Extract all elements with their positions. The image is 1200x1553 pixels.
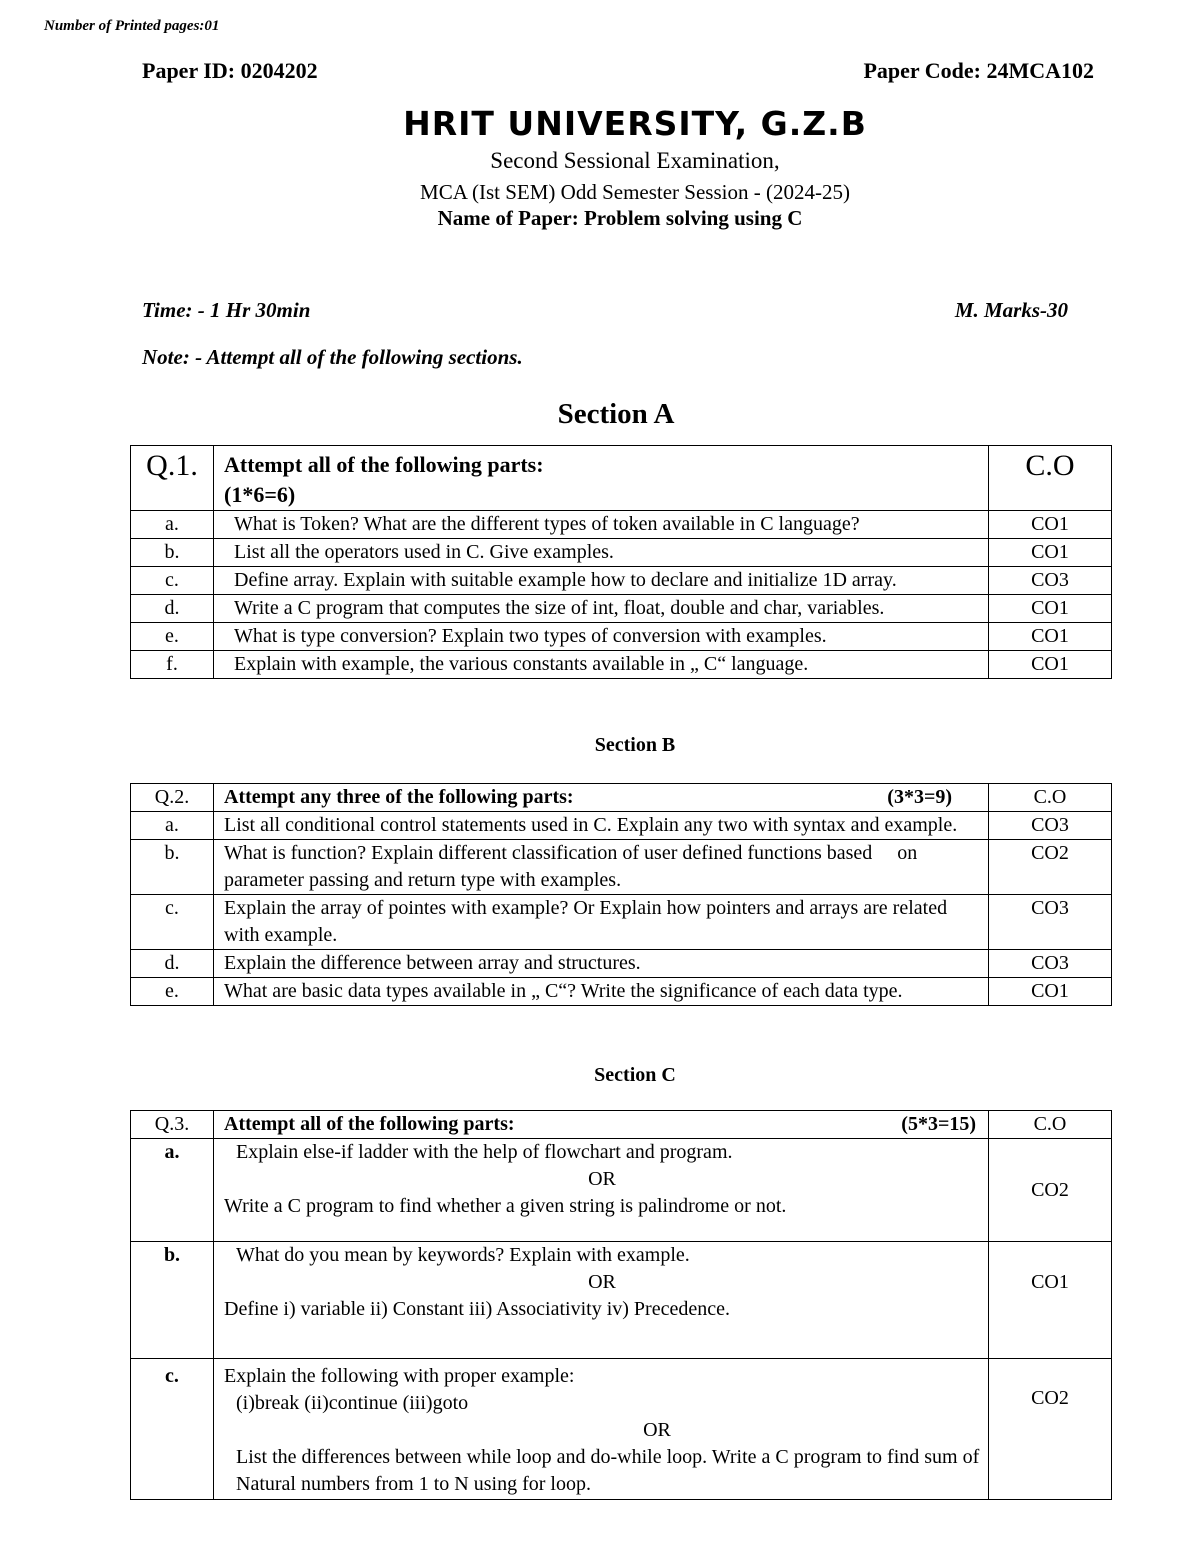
question-line: Define i) variable ii) Constant iii) Associativity iv) Precedence.	[224, 1298, 730, 1320]
co-value: CO3	[989, 567, 1112, 595]
question-label: Q.2.	[131, 784, 214, 812]
part-label: a.	[131, 511, 214, 539]
university-title: HRIT UNIVERSITY, G.Z.B	[403, 104, 867, 143]
instruction-text: Attempt all of the following parts:	[224, 452, 544, 477]
part-label: b.	[131, 539, 214, 567]
question-label: Q.3.	[131, 1111, 214, 1139]
table-row	[131, 950, 1112, 978]
question-line: Explain else-if ladder with the help of flowchart and program.	[236, 1141, 733, 1163]
question-text	[214, 1139, 989, 1242]
co-value: CO1	[989, 595, 1112, 623]
section-c-title: Section C	[594, 1064, 676, 1086]
co-value: CO3	[989, 895, 1112, 950]
part-label: d.	[131, 950, 214, 978]
co-header: C.O	[989, 1111, 1112, 1139]
co-value: CO2	[989, 840, 1112, 895]
table-row	[131, 840, 1112, 895]
part-label: a.	[131, 1139, 214, 1242]
co-value: CO1	[989, 1242, 1112, 1359]
part-label: c.	[131, 1359, 214, 1500]
printed-pages: Number of Printed pages:01	[44, 18, 220, 34]
table-row	[131, 567, 1112, 595]
co-value: CO1	[989, 511, 1112, 539]
co-value: CO2	[989, 1139, 1112, 1242]
question-line: Explain the following with proper example:	[224, 1365, 575, 1387]
section-b-title: Section B	[594, 734, 676, 756]
question-text: List all conditional control statements used in C. Explain any two with syntax and example.	[214, 812, 989, 840]
max-marks: M. Marks-30	[954, 298, 1068, 322]
section-c-table	[130, 1110, 1112, 1500]
question-text	[214, 1242, 989, 1359]
paper-code: Paper Code: 24MCA102	[863, 58, 1094, 83]
question-line: List the differences between while loop and do-while loop. Write a C program to find sum of Natural numbers from 1 to N using for loop.	[236, 1446, 980, 1495]
part-label: e.	[131, 978, 214, 1006]
question-instruction	[214, 784, 989, 812]
question-text: What are basic data types available in „ C“? Write the significance of each data type.	[214, 978, 989, 1006]
section-b-table	[130, 783, 1112, 1006]
co-value: CO1	[989, 539, 1112, 567]
exam-note: Note: - Attempt all of the following sections.	[142, 345, 523, 369]
part-label: c.	[131, 567, 214, 595]
question-text: Explain with example, the various constants available in „ C“ language.	[214, 651, 989, 679]
question-instruction	[214, 446, 989, 511]
marks-text: (3*3=9)	[887, 786, 952, 808]
co-value: CO1	[989, 623, 1112, 651]
table-header-row	[131, 1111, 1112, 1139]
part-label: d.	[131, 595, 214, 623]
co-value: CO3	[989, 950, 1112, 978]
table-row	[131, 511, 1112, 539]
table-row	[131, 895, 1112, 950]
co-value: CO3	[989, 812, 1112, 840]
question-text: Explain the array of pointes with example? Or Explain how pointers and arrays are related with example.	[214, 895, 989, 950]
or-label: OR	[588, 1271, 616, 1293]
question-text: What is type conversion? Explain two types of conversion with examples.	[214, 623, 989, 651]
co-header: C.O	[989, 446, 1112, 511]
part-label: b.	[131, 1242, 214, 1359]
co-header: C.O	[989, 784, 1112, 812]
table-row	[131, 978, 1112, 1006]
question-line: (i)break (ii)continue (iii)goto	[236, 1392, 469, 1414]
question-instruction	[214, 1111, 989, 1139]
question-text: What is function? Explain different classification of user defined functions based on parameter passing and return type with examples.	[214, 840, 989, 895]
table-row	[131, 595, 1112, 623]
table-row	[131, 1139, 1112, 1242]
table-row	[131, 1359, 1112, 1500]
table-row	[131, 539, 1112, 567]
marks-text: (5*3=15)	[901, 1113, 976, 1135]
part-label: c.	[131, 895, 214, 950]
question-text: Explain the difference between array and structures.	[214, 950, 989, 978]
table-row	[131, 1242, 1112, 1359]
section-a-table	[130, 445, 1112, 679]
part-label: b.	[131, 840, 214, 895]
table-row	[131, 651, 1112, 679]
question-text: List all the operators used in C. Give examples.	[214, 539, 989, 567]
table-row	[131, 812, 1112, 840]
table-header-row	[131, 784, 1112, 812]
question-line: What do you mean by keywords? Explain with example.	[236, 1244, 690, 1266]
part-label: f.	[131, 651, 214, 679]
co-value: CO1	[989, 978, 1112, 1006]
question-text: Write a C program that computes the size of int, float, double and char, variables.	[214, 595, 989, 623]
question-line: Write a C program to find whether a given string is palindrome or not.	[224, 1195, 787, 1217]
exam-title: Second Sessional Examination,	[490, 148, 780, 173]
question-text	[214, 1359, 989, 1500]
or-label: OR	[588, 1168, 616, 1190]
part-label: a.	[131, 812, 214, 840]
section-a-title: Section A	[557, 398, 675, 430]
co-value: CO1	[989, 651, 1112, 679]
marks-text: (1*6=6)	[224, 482, 296, 507]
instruction-text: Attempt all of the following parts:	[224, 1113, 515, 1135]
paper-name: Name of Paper: Problem solving using C	[437, 206, 803, 230]
paper-id: Paper ID: 0204202	[142, 58, 318, 83]
instruction-text: Attempt any three of the following parts:	[224, 786, 574, 808]
co-value: CO2	[989, 1359, 1112, 1500]
question-text: What is Token? What are the different types of token available in C language?	[214, 511, 989, 539]
question-label: Q.1.	[131, 446, 214, 511]
exam-time: Time: - 1 Hr 30min	[142, 298, 311, 322]
session-line: MCA (Ist SEM) Odd Semester Session - (2024-25)	[420, 180, 850, 204]
question-text: Define array. Explain with suitable example how to declare and initialize 1D array.	[214, 567, 989, 595]
table-row	[131, 623, 1112, 651]
table-header-row	[131, 446, 1112, 511]
or-label: OR	[643, 1419, 671, 1441]
part-label: e.	[131, 623, 214, 651]
